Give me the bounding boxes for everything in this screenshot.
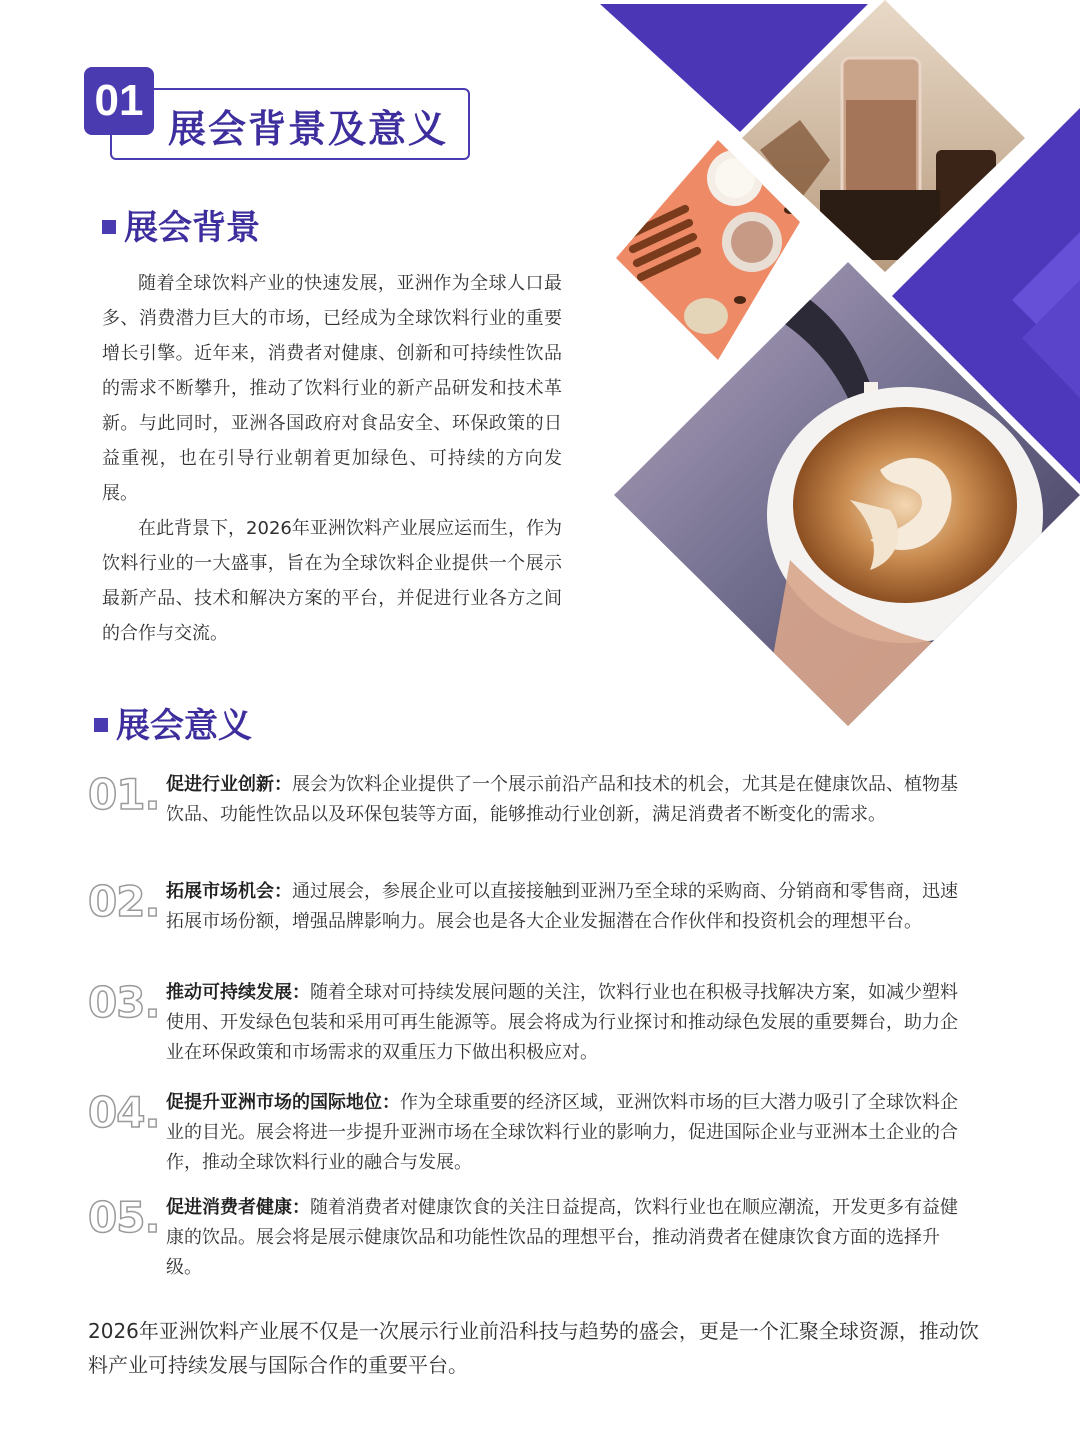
cold-brew-photo bbox=[740, 0, 1030, 275]
item-number: 02. bbox=[88, 877, 160, 926]
bullet-square-icon bbox=[94, 718, 108, 732]
item-text: 通过展会，参展企业可以直接接触到亚洲乃至全球的采购商、分销商和零售商，迅速拓展市场份额，增强品牌影响力。展会也是各大企业发掘潜在合作伙伴和投资机会的理想平台。 bbox=[166, 881, 958, 932]
section-number: 01 bbox=[84, 67, 154, 135]
item-title: 促提升亚洲市场的国际地位： bbox=[166, 1092, 400, 1113]
item-number: 05. bbox=[88, 1193, 160, 1242]
item-title: 促进行业创新： bbox=[166, 774, 292, 795]
purple-diamond-right bbox=[892, 108, 1080, 484]
cinnamon-cream-photo bbox=[610, 136, 810, 366]
background-paragraph-1: 随着全球饮料产业的快速发展，亚洲作为全球人口最多、消费潜力巨大的市场，已经成为全球饮料行业的重要增长引擎。近年来，消费者对健康、创新和可持续性饮品的需求不断攀升，推动了饮料行业的新产品研发和技术革新。与此同时，亚洲各国政府对食品安全、环保政策的日益重视，也在引导行业朝着更加绿色、可持续的方向发展。 bbox=[102, 273, 562, 504]
item-title: 促进消费者健康： bbox=[166, 1197, 310, 1218]
latte-art-photo bbox=[610, 258, 1080, 730]
item-title: 推动可持续发展： bbox=[166, 982, 310, 1003]
background-body bbox=[102, 266, 562, 651]
background-paragraph-2: 在此背景下，2026年亚洲饮料产业展应运而生，作为饮料行业的一大盛事，旨在为全球饮料企业提供一个展示最新产品、技术和解决方案的平台，并促进行业各方之间的合作与交流。 bbox=[102, 518, 562, 644]
purple-diamond-right-light bbox=[1012, 232, 1080, 368]
bullet-square-icon bbox=[102, 220, 116, 234]
item-title: 拓展市场机会： bbox=[166, 881, 292, 902]
item-text: 作为全球重要的经济区域，亚洲饮料市场的巨大潜力吸引了全球饮料企业的目光。展会将进一步提升亚洲市场在全球饮料行业的影响力，促进国际企业与亚洲本土企业的合作，推动全球饮料行业的融合与发展。 bbox=[166, 1092, 958, 1173]
item-number: 04. bbox=[88, 1088, 160, 1137]
item-number: 01. bbox=[88, 770, 160, 819]
background-heading: 展会背景 bbox=[102, 200, 260, 249]
item-text: 展会为饮料企业提供了一个展示前沿产品和技术的机会，尤其是在健康饮品、植物基饮品、功能性饮品以及环保包装等方面，能够推动行业创新，满足消费者不断变化的需求。 bbox=[166, 774, 958, 825]
section-title: 展会背景及意义 bbox=[168, 107, 449, 151]
item-text: 随着消费者对健康饮食的关注日益提高，饮料行业也在顺应潮流，开发更多有益健康的饮品。展会将是展示健康饮品和功能性饮品的理想平台，推动消费者在健康饮食方面的选择升级。 bbox=[166, 1197, 958, 1278]
significance-heading: 展会意义 bbox=[94, 698, 252, 747]
purple-triangle-top bbox=[600, 4, 868, 132]
closing-paragraph: 2026年亚洲饮料产业展不仅是一次展示行业前沿科技与趋势的盛会，更是一个汇聚全球资源，推动饮料产业可持续发展与国际合作的重要平台。 bbox=[88, 1319, 979, 1377]
item-number: 03. bbox=[88, 978, 160, 1027]
item-text: 随着全球对可持续发展问题的关注，饮料行业也在积极寻找解决方案，如减少塑料使用、开发绿色包装和采用可再生能源等。展会将成为行业探讨和推动绿色发展的重要舞台，助力企业在环保政策和市场需求的双重压力下做出积极应对。 bbox=[166, 982, 958, 1063]
